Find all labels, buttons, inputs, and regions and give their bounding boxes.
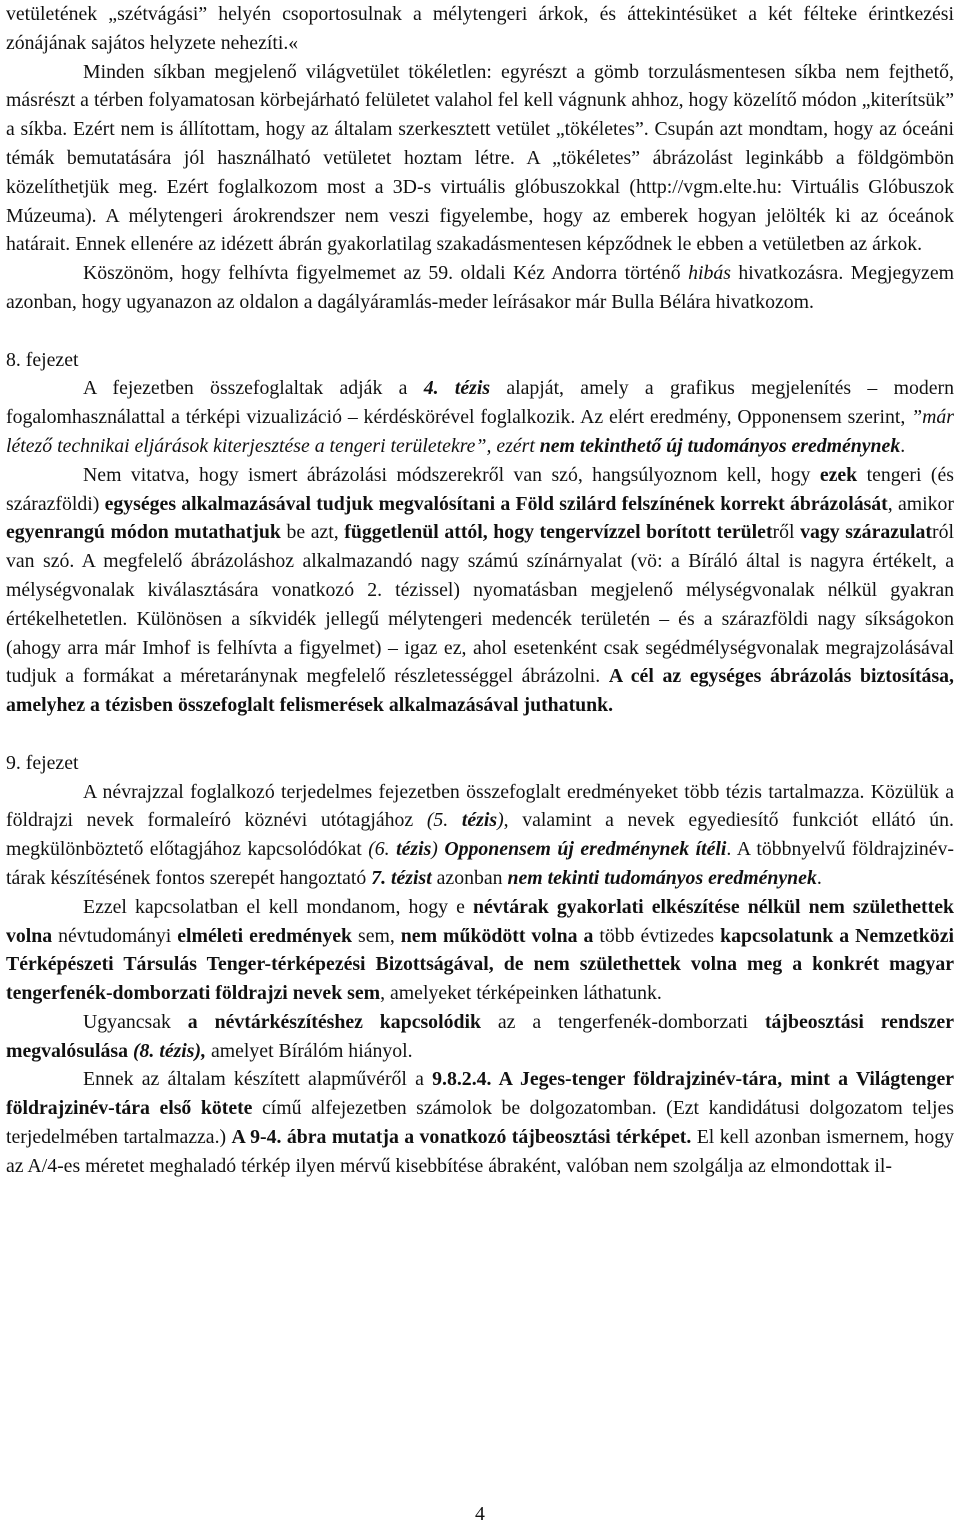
paragraph: Köszönöm, hogy felhívta figyelmemet az 59. oldali Kéz Andorra történő hibás hivatkozásra. Megjegyzem azonban, hogy ugyanazon az oldalon a dagályáramlás-meder leírásakor már Bulla Bélára hivatkozom. (6, 262, 954, 313)
paragraph: Ezzel kapcsolatban el kell mondanom, hogy e névtárak gyakorlati elkészítése nélkül nem születhettek volna névtudományi elméleti eredmények sem, nem működött volna a több évtizedes kapcsolatunk a Nemzetközi Térképészeti Társulás Tenger-térképezési Bizottságával, de nem születhettek volna meg a konkrét magyar tengerfenék-domborzati földrajzi nevek sem, amelyeket térképeinken láthatunk. (6, 895, 954, 1005)
section-gap (6, 720, 954, 749)
page-number: 4 (475, 1503, 485, 1525)
section-gap (6, 317, 954, 346)
chapter-heading: 9. fejezet (6, 751, 79, 774)
document-page (6, 0, 954, 1537)
paragraph: A fejezetben összefoglaltak adják a 4. tézis alapját, amely a grafikus megjelenítés – modern fogalomhasználattal a térképi vizualizáció – kérdéskörével foglalkozik. Az elért eredmény, Opponensem szerint, ”már létező technikai eljárások kiterjesztése a tengeri területekre”, ezért nem tekinthető új tudományos eredménynek. (6, 377, 955, 457)
paragraph: vetületének „szétvágási” helyén csoportosulnak a mélytengeri árkok, és áttekintésüket a két félteke érintkezési zónájának sajátos helyzete nehezíti.« (6, 3, 954, 54)
paragraph: A névrajzzal foglalkozó terjedelmes fejezetben összefoglalt eredményeket több tézis tartalmazza. Közülük a földrajzi nevek formaleíró köznévi utótagjához (5. tézis), valamint a nevek egyediesítő funkciót ellátó ún. megkülönböztető előtagjához kapcsolódókat (6. tézis) Opponensem új eredménynek ítéli. A többnyelvű földrajzinév-tárak készítésének fontos szerepét hangoztató 7. tézist azonban nem tekinti tudományos eredménynek. (6, 780, 955, 889)
document-body (6, 0, 954, 1181)
paragraph: Ugyancsak a névtárkészítéshez kapcsolódik az a tengerfenék-domborzati tájbeosztási rendszer megvalósulása (8. tézis), amelyet Bírálóm hiányol. (6, 1010, 954, 1062)
paragraph: Ennek az általam készített alapművéről a 9.8.2.4. A Jeges-tenger földrajzinév-tára, mint a Világtenger földrajzinév-tára első kötete című alfejezetben számolok be dolgozatomban. (Ezt kandidátusi dolgozatom teljes terjedelmében tartalmazza.) A 9-4. ábra mutatja a vonatkozó tájbeosztási térképet. El kell azonban ismernem, hogy az A/4-es méretet meghaladó térkép ilyen mérvű kisebbítése ábraként, valóban nem szolgálja az elmondottak il- (6, 1068, 955, 1177)
paragraph: Minden síkban megjelenő világvetület tökéletlen: egyrészt a gömb torzulásmentesen síkba nem fejthető, másrészt a térben folyamatosan körbejárható felületet valahol fel kell vágnunk ahhoz, hogy közelítő módon „kiterítsük” a síkba. Ezért nem is állítottam, hogy az általam szerkesztett vetület „tökéletes”. Csupán azt mondtam, hogy az óceáni témák bemutatására jól használható vetületet hoztam létre. A „tökéletes” ábrázolást leginkább a földgömbön közelíthetjük meg. Ezért foglalkozom most a 3D-s virtuális glóbuszokkal (http://vgm.elte.hu: Virtuális Glóbuszok Múzeuma). A mélytengeri árokrendszer nem veszi figyelembe, hogy az emberek hogyan jelölték ki az óceánok határait. Ennek ellenére az idézett ábrán gyakorlatilag szakadásmentesen képződnek le ebben a vetületben az árkok. (6, 60, 954, 256)
chapter-heading: 8. fejezet (6, 348, 79, 371)
paragraph: Nem vitatva, hogy ismert ábrázolási módszerekről van szó, hangsúlyoznom kell, hogy ezek tengeri (és szárazföldi) egységes alkalmazásával tudjuk megvalósítani a Föld szilárd felszínének korrekt ábrázolását, amikor egyenrangú módon mutathatjuk be azt, függetlenül attól, hogy tengervízzel borított területről vagy szárazulatról van szó. A megfelelő ábrázoláshoz alkalmazandó nagy számú színárnyalat (vö: a Bíráló által is nagyra értékelt, a mélységvonalak kiválasztására vonatkozó 2. tézissel) nyomatásban megjelenő mélységvonalak nélkül gyakran értékelhetetlen. Különösen a síkvidék jellegű mélytengeri medencék területén – és a szárazföldi nagy síkságokon (ahogy arra már Imhof is felhívta a figyelmet) – igaz ez, ahol esetenként csak segédmélységvonalak megrajzolásával tudjuk a formákat a méretaránynak megfelelő részletességgel ábrázolni. A cél az egységes ábrázolás biztosítása, amelyhez a tézisben összefoglalt felismerések alkalmazásával juthatunk. (6, 463, 954, 717)
